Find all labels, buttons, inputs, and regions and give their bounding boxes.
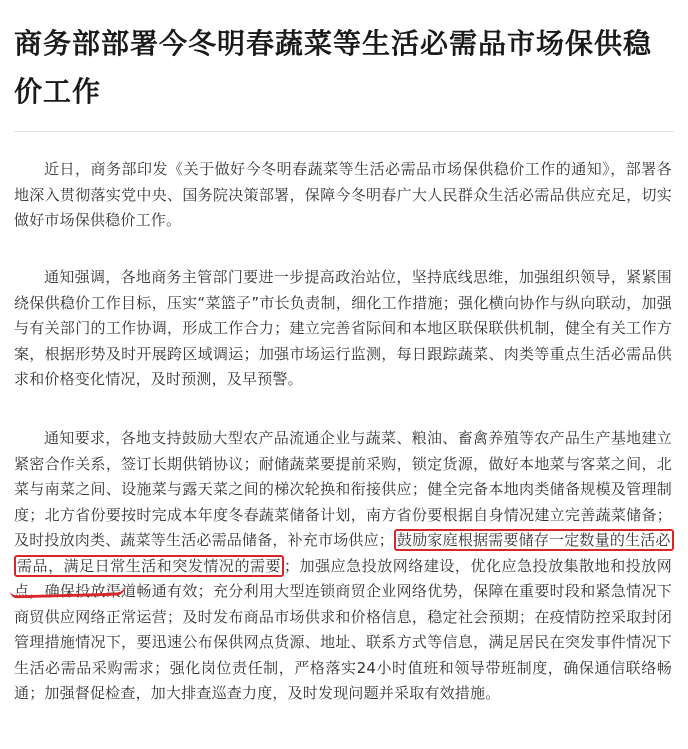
paragraph-3-lead: 通知要求，各地支持鼓励大型农产品流通企业与蔬菜、粮油、畜禽养殖等农产品生产基地建立紧密合作关系，签订长期供销协议；耐储蔬菜要提前采购，锁定货源，做好本地菜与客菜之间，北菜与南菜之间、设施菜与露天菜之间的梯次轮换和衔接供应；健全完备本地肉类储备规模及管理制度；北方省份要按时完成本年度冬春蔬菜储备计划，南方省份要根据自身情况建立完善蔬菜储备；及时投放肉类、蔬菜等生活必需品储备，补充市场供应； (14, 429, 672, 549)
paragraph-3-tail: ；加强应急投放网络建设，优化应急投放集散地和投放网点，确保投放渠道畅通有效；充分利用大型连锁商贸企业网络优势，保障在重要时段和紧急情况下商贸供应网络正常运营；及时发布商品市场供求和价格信息，稳定社会预期；在疫情防控采取封闭管理措施情况下，要迅速公布保供网点货源、地址、联系方式等信息，满足居民在突发事件情况下生活必需品采购需求；强化岗位责任制，严格落实24小时值班和领导带班制度，确保通信联络畅通；加强督促检查，加大排查巡查力度，及时发现问题并采取有效措施。 (14, 556, 672, 702)
highlighted-sentence: 鼓励家庭根据需要储存一定数量的生活必需品，满足日常生活和突发情况的需要 (14, 529, 674, 577)
title-divider (14, 131, 674, 132)
article-title: 商务部部署今冬明春蔬菜等生活必需品市场保供稳价工作 (14, 27, 653, 108)
paragraph-1: 近日，商务部印发《关于做好今冬明春蔬菜等生活必需品市场保供稳价工作的通知》，部署各地深入贯彻落实党中央、国务院决策部署，保障今冬明春广大人民群众生活必需品供应充足，切实做好市场保供稳价工作。 (14, 160, 672, 229)
paragraph-3 (14, 426, 672, 707)
paragraph-2: 通知强调，各地商务主管部门要进一步提高政治站位，坚持底线思维，加强组织领导，紧紧围绕保供稳价工作目标，压实“菜篮子”市长负责制，细化工作措施；强化横向协作与纵向联动，加强与有关部门的工作协调，形成工作合力；建立完善省际间和本地区联保联供机制，健全有关工作方案，根据形势及时开展跨区域调运；加强市场运行监测，每日跟踪蔬菜、肉类等重点生活必需品供求和价格变化情况，及时预测，及早预警。 (14, 268, 672, 388)
